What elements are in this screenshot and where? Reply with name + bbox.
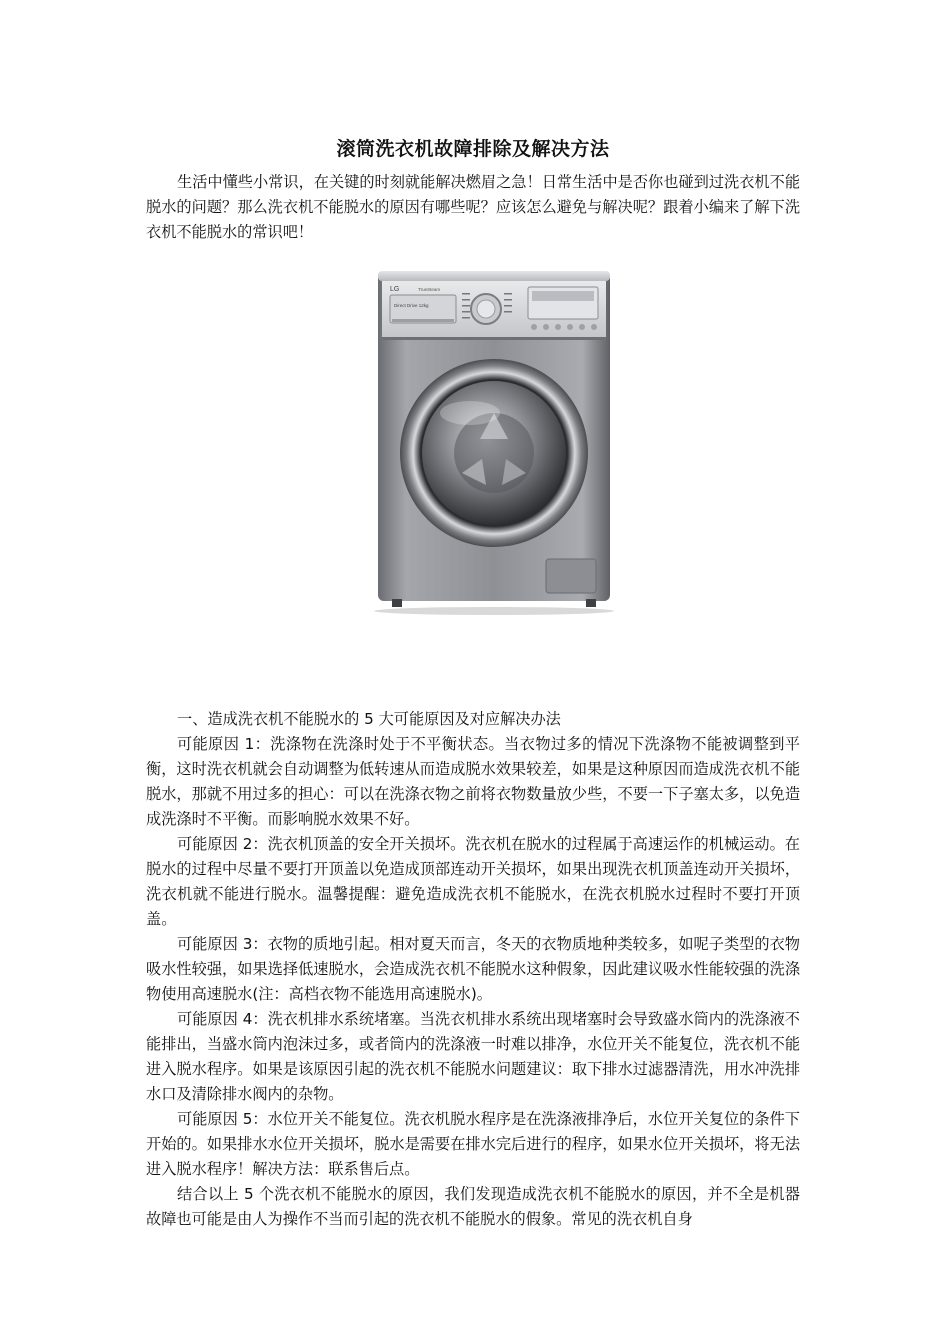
cause-paragraph-4: 可能原因 4：洗衣机排水系统堵塞。当洗衣机排水系统出现堵塞时会导致盛水筒内的洗涤液不能排出，当盛水筒内泡沫过多，或者筒内的洗涤液一时难以排净，水位开关不能复位，洗衣机不能进入脱水程序。如果是该原因引起的洗衣机不能脱水问题建议：取下排水过滤器清洗，用水冲洗排水口及清除排水阀内的杂物。 xyxy=(146,1010,800,1103)
panel-label: TrueSteam xyxy=(418,287,441,292)
washing-machine-figure xyxy=(146,263,800,687)
capacity-label: Direct Drive 12kg xyxy=(394,303,429,308)
brand-logo: LG xyxy=(390,286,400,293)
document-title: 滚筒洗衣机故障排除及解决方法 xyxy=(336,138,610,160)
intro-paragraph: 生活中懂些小常识，在关键的时刻就能解决燃眉之急！日常生活中是否你也碰到过洗衣机不能脱水的问题？那么洗衣机不能脱水的原因有哪些呢？应该怎么避免与解决呢？跟着小编来了解下洗衣机不能脱水的常识吧！ xyxy=(146,173,800,241)
conclusion-paragraph: 结合以上 5 个洗衣机不能脱水的原因，我们发现造成洗衣机不能脱水的原因，并不全是机器故障也可能是由人为操作不当而引起的洗衣机不能脱水的假象。常见的洗衣机自身 xyxy=(146,1185,800,1228)
section-heading: 一、造成洗衣机不能脱水的 5 大可能原因及对应解决办法 xyxy=(177,710,561,728)
washing-machine-image xyxy=(358,263,628,623)
cause-paragraph-3: 可能原因 3：衣物的质地引起。相对夏天而言，冬天的衣物质地种类较多，如呢子类型的衣物吸水性较强，如果选择低速脱水，会造成洗衣机不能脱水这种假象，因此建议吸水性能较强的洗涤物使用高速脱水(注：高档衣物不能选用高速脱水)。 xyxy=(146,935,800,1003)
cause-paragraph-5: 可能原因 5：水位开关不能复位。洗衣机脱水程序是在洗涤液排净后，水位开关复位的条件下开始的。如果排水水位开关损坏，脱水是需要在排水完后进行的程序，如果水位开关损坏，将无法进入脱水程序！解决方法：联系售后点。 xyxy=(146,1110,800,1178)
document-page xyxy=(146,132,800,1232)
cause-paragraph-2: 可能原因 2：洗衣机顶盖的安全开关损坏。洗衣机在脱水的过程属于高速运作的机械运动。在脱水的过程中尽量不要打开顶盖以免造成顶部连动开关损坏，如果出现洗衣机顶盖连动开关损坏，洗衣机就不能进行脱水。温馨提醒：避免造成洗衣机不能脱水，在洗衣机脱水过程时不要打开顶盖。 xyxy=(146,835,800,928)
cause-paragraph-1: 可能原因 1：洗涤物在洗涤时处于不平衡状态。当衣物过多的情况下洗涤物不能被调整到平衡，这时洗衣机就会自动调整为低转速从而造成脱水效果较差，如果是这种原因而造成洗衣机不能脱水，那就不用过多的担心：可以在洗涤衣物之前将衣物数量放少些，不要一下子塞太多，以免造成洗涤时不平衡。而影响脱水效果不好。 xyxy=(146,735,800,828)
